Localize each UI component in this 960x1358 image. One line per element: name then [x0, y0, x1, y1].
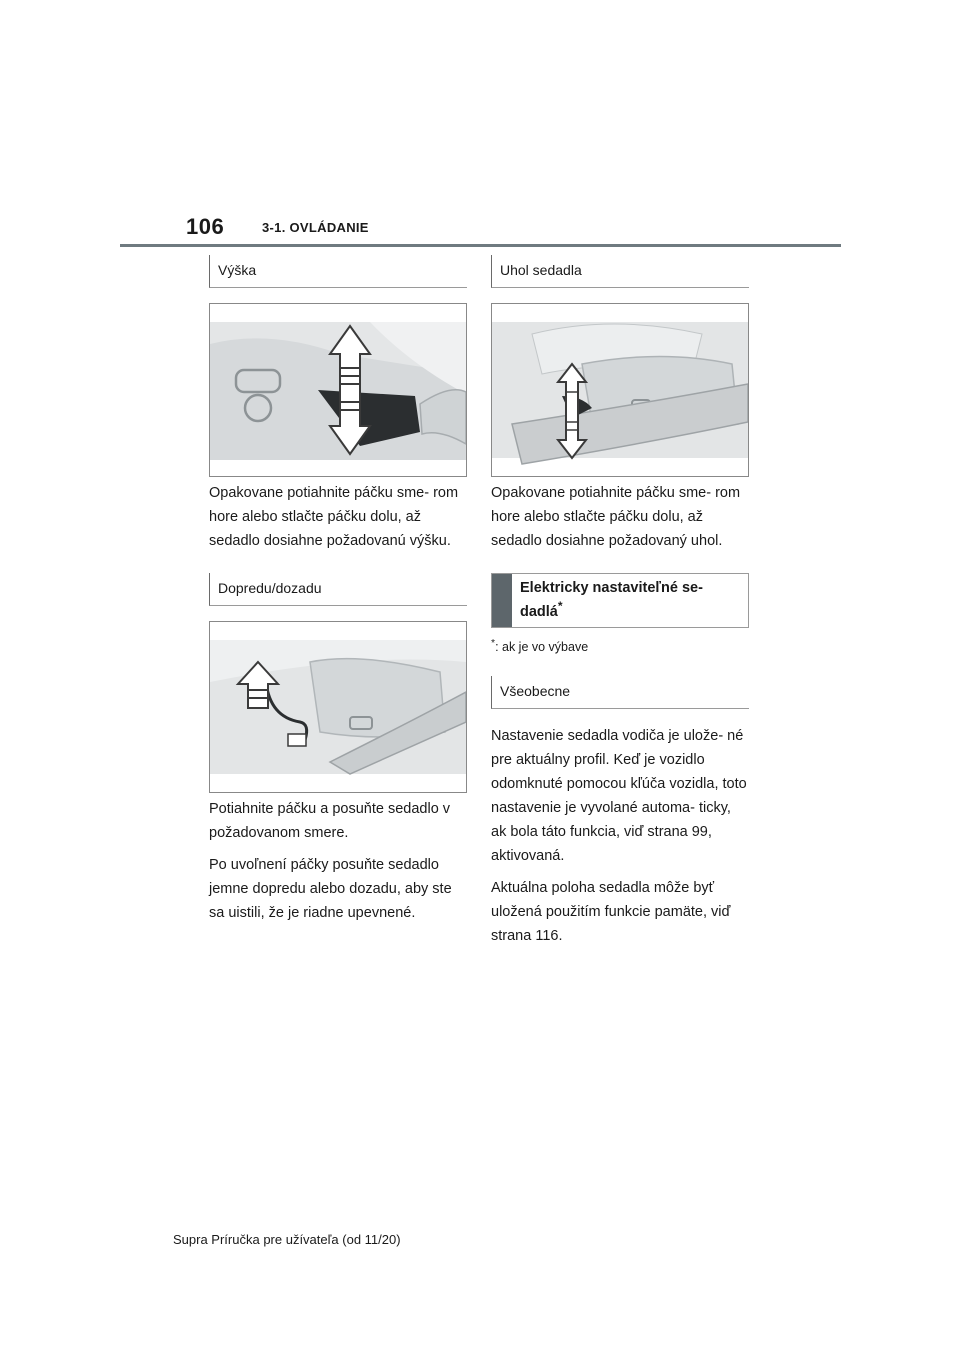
electric-seats-heading-block: [491, 573, 749, 628]
angle-instruction: Opakovane potiahnite páčku sme- rom hore alebo stlačte páčku dolu, až sedadlo dosiahne požadovaný uhol.: [491, 485, 741, 549]
heading-accent-bar: [492, 574, 512, 627]
height-instruction: Opakovane potiahnite páčku sme- rom hore alebo stlačte páčku dolu, až sedadlo dosiahne požadovanú výšku.: [209, 485, 459, 549]
height-heading: Výška: [209, 255, 467, 288]
header-rule: [120, 244, 841, 247]
seat-height-illustration: [209, 303, 467, 477]
equipment-asterisk: *: [557, 599, 563, 613]
fore-aft-instruction-2: Po uvoľnení páčky posuňte sedadlo jemne dopredu alebo dozadu, aby ste sa uistili, že je riadne upevnené.: [209, 857, 452, 921]
seat-fore-aft-drawing: [210, 622, 466, 792]
electric-seats-heading: Elektricky nastaviteľné se- dadlá*: [520, 580, 703, 620]
fore-aft-heading: Dopredu/dozadu: [209, 573, 467, 606]
seat-angle-illustration: [491, 303, 749, 477]
page-number: 106: [186, 214, 225, 239]
angle-heading: Uhol sedadla: [491, 255, 749, 288]
footer-text: Supra Príručka pre užívateľa (od 11/20): [173, 1232, 401, 1247]
footnote: *: ak je vo výbave: [491, 637, 589, 654]
chapter-label: 3-1. OVLÁDANIE: [262, 220, 369, 235]
seat-fore-aft-illustration: [209, 621, 467, 793]
right-column: [491, 255, 749, 956]
seat-angle-drawing: [492, 304, 748, 476]
seat-height-drawing: [210, 304, 466, 476]
left-column: [209, 255, 467, 933]
general-text-1: Nastavenie sedadla vodiča je ulože- né pre aktuálny profil. Keď je vozidlo odomknuté pomocou kľúča vozidla, toto nastavenie je vyvolané automa- ticky, ak bola táto funkcia, viď strana 99, aktivovaná.: [491, 727, 747, 864]
general-text-2: Aktuálna poloha sedadla môže byť uložená použitím funkcie pamäte, viď strana 116.: [491, 879, 731, 944]
fore-aft-instruction-1: Potiahnite páčku a posuňte sedadlo v požadovanom smere.: [209, 801, 451, 841]
general-heading: Všeobecne: [491, 676, 749, 709]
